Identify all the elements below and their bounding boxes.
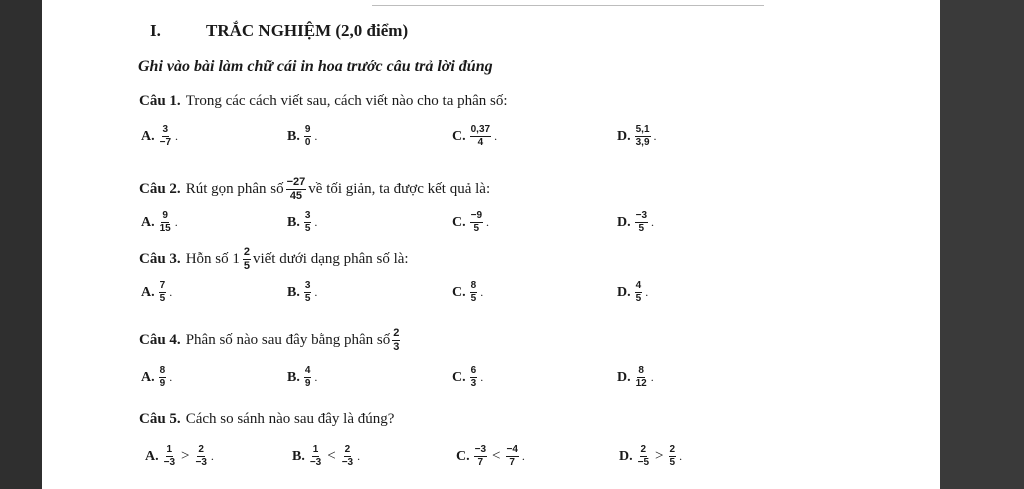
question-2-label: Câu 2.: [139, 181, 181, 197]
q2-option-c: C. $\frac{-9}{5}$ .: [452, 210, 490, 234]
question-4-text: Phân số nào sau đây bằng phân số: [185, 332, 391, 348]
q5-option-b: B. $\frac{1}{-3}$ < $\frac{2}{-3}$ .: [292, 444, 361, 468]
option-letter: C.: [452, 214, 466, 230]
question-2: [139, 177, 490, 202]
option-letter: C.: [452, 128, 466, 144]
right-fraction: $\frac{2}{-3}$: [341, 444, 354, 468]
q3-option-a: A. $\frac{7}{5}$ .: [141, 280, 173, 304]
option-fraction: $\frac{9}{15}$: [159, 210, 171, 234]
q1-option-c: C. $\frac{0,37}{4}$ .: [452, 124, 498, 148]
option-letter: A.: [145, 448, 159, 464]
option-letter: B.: [287, 214, 300, 230]
q1-option-d: D. $\frac{5,1}{3,9}$ .: [617, 124, 657, 148]
comparison-operator: <: [492, 448, 501, 464]
q5-option-d: D. $\frac{2}{-5}$ > $\frac{2}{5}$ .: [619, 444, 683, 468]
right-fraction: $\frac{2}{-3}$: [195, 444, 207, 468]
option-fraction: $\frac{8}{12}$: [635, 365, 647, 389]
mixed-number-whole: 1: [232, 251, 240, 267]
option-fraction: $\frac{5,1}{3,9}$: [635, 124, 650, 148]
question-2-text-after: về tối giản, ta được kết quả là:: [308, 181, 491, 197]
q3-option-c: C. $\frac{8}{5}$ .: [452, 280, 484, 304]
option-fraction: $\frac{3}{-7}$: [159, 124, 172, 148]
q4-option-c: C. $\frac{6}{3}$ .: [452, 365, 484, 389]
q1-option-b: B. $\frac{9}{0}$ .: [287, 124, 318, 148]
left-fraction: $\frac{-3}{7}$: [474, 444, 487, 468]
q5-option-a: A. $\frac{1}{-3}$ > $\frac{2}{-3}$ .: [145, 444, 214, 468]
option-fraction: $\frac{4}{5}$: [635, 280, 642, 304]
left-fraction: $\frac{2}{-5}$: [637, 444, 650, 468]
q2-option-b: B. $\frac{3}{5}$ .: [287, 210, 318, 234]
question-1-label: Câu 1.: [139, 93, 181, 109]
question-5: [139, 411, 394, 428]
option-letter: D.: [617, 369, 631, 385]
option-fraction: $\frac{8}{9}$: [159, 365, 166, 389]
option-letter: B.: [287, 369, 300, 385]
option-fraction: $\frac{-9}{5}$: [470, 210, 483, 234]
option-letter: C.: [456, 448, 470, 464]
comparison-operator: <: [327, 448, 336, 464]
option-letter: D.: [617, 284, 631, 300]
q5-option-c: C. $\frac{-3}{7}$ < $\frac{-4}{7}$ .: [456, 444, 525, 468]
question-3: [139, 247, 409, 272]
q3-option-b: B. $\frac{3}{5}$ .: [287, 280, 318, 304]
option-letter: D.: [617, 128, 631, 144]
q1-option-a: A. $\frac{3}{-7}$ .: [141, 124, 179, 148]
question-2-fraction: $\frac{-27}{45}$: [286, 176, 306, 202]
option-letter: B.: [287, 128, 300, 144]
option-letter: A.: [141, 214, 155, 230]
option-fraction: $\frac{8}{5}$: [470, 280, 477, 304]
left-fraction: $\frac{1}{-3}$: [309, 444, 322, 468]
q2-option-d: D. $\frac{-3}{5}$ .: [617, 210, 655, 234]
section-number: I.: [150, 21, 161, 40]
q2-option-a: A. $\frac{9}{15}$ .: [141, 210, 178, 234]
q3-option-d: D. $\frac{4}{5}$ .: [617, 280, 649, 304]
option-letter: C.: [452, 369, 466, 385]
question-3-label: Câu 3.: [139, 251, 181, 267]
right-fraction: $\frac{-4}{7}$: [506, 444, 518, 468]
instruction-text: Ghi vào bài làm chữ cái in hoa trước câu trả lời đúng: [138, 58, 493, 75]
option-letter: D.: [619, 448, 633, 464]
question-1: [139, 93, 508, 110]
comparison-operator: >: [655, 448, 664, 464]
left-fraction: $\frac{1}{-3}$: [163, 444, 176, 468]
q4-option-b: B. $\frac{4}{9}$ .: [287, 365, 318, 389]
option-letter: C.: [452, 284, 466, 300]
option-fraction: $\frac{3}{5}$: [304, 280, 311, 304]
right-fraction: $\frac{2}{5}$: [669, 444, 676, 468]
option-fraction: $\frac{3}{5}$: [304, 210, 311, 234]
question-4-label: Câu 4.: [139, 332, 181, 348]
question-3-text-after: viết dưới dạng phân số là:: [252, 251, 409, 267]
question-4: [139, 328, 402, 353]
section-heading: [150, 21, 408, 41]
option-letter: B.: [287, 284, 300, 300]
viewer-background: [940, 0, 1024, 489]
header-divider: [372, 5, 764, 6]
option-fraction: $\frac{0,37}{4}$: [470, 124, 491, 148]
question-1-text: Trong các cách viết sau, cách viết nào cho ta phân số:: [185, 93, 508, 109]
option-letter: A.: [141, 369, 155, 385]
question-5-label: Câu 5.: [139, 411, 181, 427]
option-fraction: $\frac{7}{5}$: [159, 280, 166, 304]
question-2-text: Rút gọn phân số: [185, 181, 284, 197]
option-fraction: $\frac{4}{9}$: [304, 365, 311, 389]
question-4-fraction: $\frac{2}{3}$: [393, 327, 400, 353]
question-5-text: Cách so sánh nào sau đây là đúng?: [185, 411, 395, 427]
option-fraction: $\frac{9}{0}$: [304, 124, 311, 148]
option-fraction: $\frac{6}{3}$: [470, 365, 477, 389]
q4-option-a: A. $\frac{8}{9}$ .: [141, 365, 173, 389]
option-fraction: $\frac{-3}{5}$: [635, 210, 648, 234]
option-letter: B.: [292, 448, 305, 464]
section-title: TRẮC NGHIỆM (2,0 điểm): [206, 21, 409, 40]
mixed-number-fraction: $\frac{2}{5}$: [243, 246, 250, 272]
q4-option-d: D. $\frac{8}{12}$ .: [617, 365, 654, 389]
question-3-text: Hỗn số: [185, 251, 229, 267]
comparison-operator: >: [181, 448, 190, 464]
option-letter: A.: [141, 128, 155, 144]
option-letter: D.: [617, 214, 631, 230]
option-letter: A.: [141, 284, 155, 300]
